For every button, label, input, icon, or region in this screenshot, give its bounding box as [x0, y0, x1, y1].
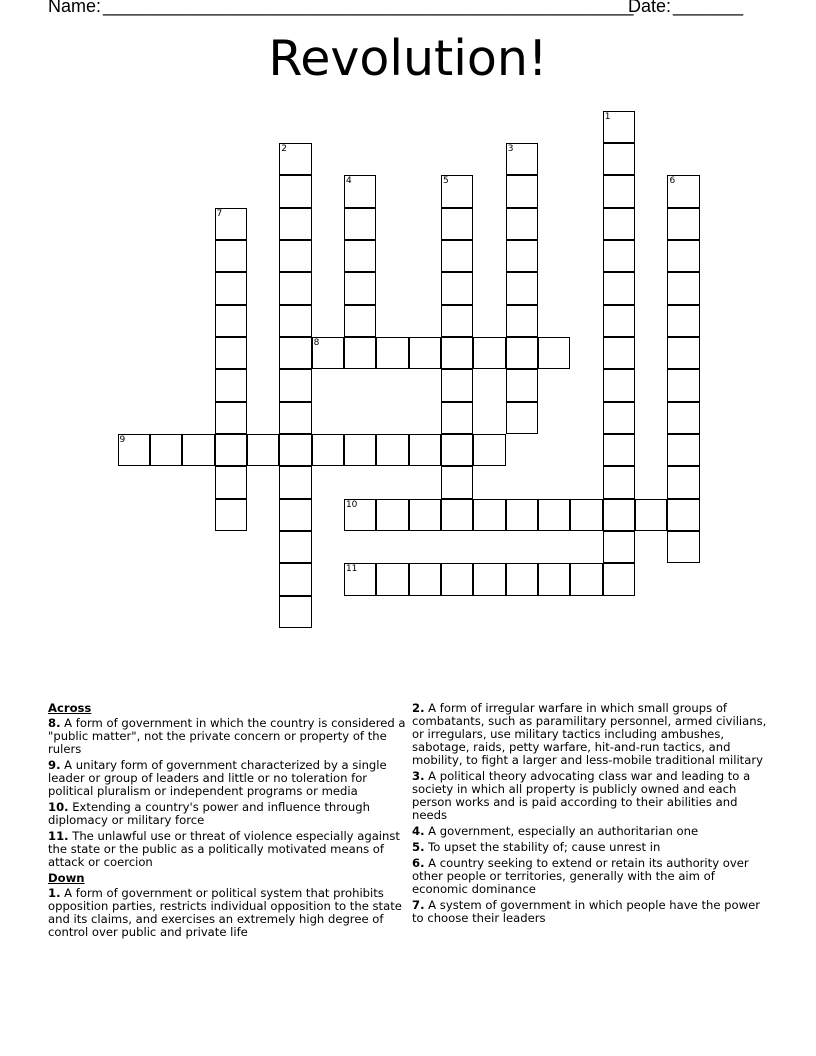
crossword-cell[interactable]: [603, 272, 635, 304]
clue-number-label: 5: [443, 176, 449, 187]
crossword-cell[interactable]: [344, 240, 376, 272]
crossword-cell[interactable]: [441, 466, 473, 498]
crossword-cell[interactable]: [279, 434, 311, 466]
crossword-cell[interactable]: [279, 596, 311, 628]
crossword-cell[interactable]: [506, 175, 538, 207]
crossword-cell[interactable]: [603, 240, 635, 272]
clue-text: A political theory advocating class war and leading to a society in which all property is publicly owned and each person works and is paid according to their abilities and needs: [412, 769, 751, 822]
clue-text: The unlawful use or threat of violence especially against the state or the public as a politically motivated means of attack or coercion: [48, 829, 400, 869]
crossword-cell[interactable]: [279, 175, 311, 207]
crossword-cell[interactable]: [667, 402, 699, 434]
clue-down-5: [412, 841, 772, 854]
crossword-cell[interactable]: [376, 563, 408, 595]
crossword-cell[interactable]: [279, 208, 311, 240]
crossword-cell[interactable]: [441, 305, 473, 337]
clue-across-8: [48, 717, 408, 756]
clues-right-column: [412, 702, 772, 928]
clue-across-11: [48, 830, 408, 869]
crossword-cell[interactable]: [279, 402, 311, 434]
crossword-cell[interactable]: [506, 240, 538, 272]
crossword-cell[interactable]: [667, 499, 699, 531]
crossword-cell[interactable]: [506, 305, 538, 337]
crossword-cell[interactable]: [538, 337, 570, 369]
clue-text: A unitary form of government characterized by a single leader or group of leaders and little or no toleration for political pluralism or independent programs or media: [48, 758, 387, 798]
clue-number-label: 9: [119, 435, 126, 445]
crossword-cell[interactable]: [667, 466, 699, 498]
clue-text: Extending a country's power and influence through diplomacy or military force: [48, 800, 370, 827]
crossword-cell[interactable]: [473, 434, 505, 466]
crossword-cell[interactable]: [441, 499, 473, 531]
crossword-cell[interactable]: [538, 563, 570, 595]
crossword-cell[interactable]: [603, 208, 635, 240]
clue-number-label: 6: [669, 176, 676, 187]
crossword-cell[interactable]: [312, 434, 344, 466]
crossword-cell[interactable]: [215, 240, 247, 272]
clue-text: A system of government in which people have the power to choose their leaders: [412, 898, 760, 925]
clue-number: 2.: [412, 701, 425, 715]
clue-number: 10.: [48, 800, 69, 814]
crossword-cell[interactable]: [635, 499, 667, 531]
crossword-cell[interactable]: [279, 369, 311, 401]
crossword-cell[interactable]: [344, 337, 376, 369]
crossword-cell[interactable]: [441, 272, 473, 304]
crossword-cell[interactable]: [344, 499, 376, 531]
crossword-cell[interactable]: [150, 434, 182, 466]
name-field-line[interactable]: _____________________________________________________: [103, 0, 634, 16]
down-heading: Down: [48, 871, 85, 885]
crossword-cell[interactable]: [247, 434, 279, 466]
crossword-cell[interactable]: [409, 434, 441, 466]
crossword-cell[interactable]: [441, 208, 473, 240]
clue-number: 4.: [412, 824, 425, 838]
date-field-line[interactable]: _______: [673, 0, 744, 16]
crossword-cell[interactable]: [279, 305, 311, 337]
crossword-cell[interactable]: [667, 175, 699, 207]
crossword-cell[interactable]: [409, 499, 441, 531]
crossword-cell[interactable]: [603, 563, 635, 595]
crossword-cell[interactable]: [376, 337, 408, 369]
crossword-cell[interactable]: [473, 337, 505, 369]
clue-number: 11.: [48, 829, 69, 843]
clue-number-label: 1: [604, 111, 611, 122]
crossword-cell[interactable]: [344, 272, 376, 304]
crossword-cell[interactable]: [182, 434, 214, 466]
crossword-cell[interactable]: [215, 434, 247, 466]
clue-number: 7.: [412, 898, 425, 912]
crossword-cell[interactable]: [603, 111, 635, 143]
crossword-cell[interactable]: [603, 305, 635, 337]
crossword-cell[interactable]: [441, 563, 473, 595]
clue-number: 5.: [412, 840, 425, 854]
crossword-cell[interactable]: [312, 337, 344, 369]
crossword-cell[interactable]: [667, 240, 699, 272]
crossword-cell[interactable]: [506, 272, 538, 304]
crossword-cell[interactable]: [279, 531, 311, 563]
across-heading: Across: [48, 701, 92, 715]
crossword-cell[interactable]: [570, 563, 602, 595]
clue-number: 1.: [48, 886, 61, 900]
clue-down-3: [412, 770, 772, 822]
crossword-cell[interactable]: [279, 143, 311, 175]
clue-down-7: [412, 899, 772, 925]
clue-number-label: 10: [345, 499, 358, 510]
crossword-cell[interactable]: [441, 434, 473, 466]
clue-text: To upset the stability of; cause unrest in: [428, 840, 661, 854]
crossword-cell[interactable]: [279, 466, 311, 498]
crossword-cell[interactable]: [215, 402, 247, 434]
crossword-cell[interactable]: [667, 208, 699, 240]
clue-text: A country seeking to extend or retain its authority over other people or territories, generally with the aim of economic dominance: [412, 856, 749, 896]
crossword-cell[interactable]: [667, 434, 699, 466]
crossword-cell[interactable]: [215, 499, 247, 531]
crossword-cell[interactable]: [603, 402, 635, 434]
crossword-cell[interactable]: [279, 240, 311, 272]
crossword-cell[interactable]: [603, 499, 635, 531]
crossword-cell[interactable]: [506, 499, 538, 531]
clue-down-6: [412, 857, 772, 896]
crossword-cell[interactable]: [376, 499, 408, 531]
clue-text: A form of government or political system that prohibits opposition parties, restricts individual opposition to the state and its claims, and exercises an extremely high degree of control over public and private life: [48, 886, 402, 939]
crossword-cell[interactable]: [279, 563, 311, 595]
crossword-cell[interactable]: [441, 402, 473, 434]
clue-number-label: 7: [216, 208, 223, 219]
crossword-cell[interactable]: [376, 434, 408, 466]
crossword-cell[interactable]: [506, 402, 538, 434]
crossword-cell[interactable]: [506, 143, 538, 175]
clue-down-2: [412, 702, 772, 767]
crossword-cell[interactable]: [667, 369, 699, 401]
crossword-cell[interactable]: [603, 531, 635, 563]
crossword-cell[interactable]: [603, 466, 635, 498]
crossword-cell[interactable]: [603, 143, 635, 175]
crossword-cell[interactable]: [603, 434, 635, 466]
clue-text: A government, especially an authoritarian one: [428, 824, 699, 838]
crossword-cell[interactable]: [441, 240, 473, 272]
crossword-cell[interactable]: [344, 208, 376, 240]
clue-down-4: [412, 825, 772, 838]
crossword-cell[interactable]: [279, 337, 311, 369]
name-label: Name:: [48, 0, 102, 16]
clue-number-label: 4: [345, 176, 352, 187]
crossword-cell[interactable]: [344, 434, 376, 466]
crossword-cell[interactable]: [441, 175, 473, 207]
crossword-cell[interactable]: [344, 305, 376, 337]
crossword-cell[interactable]: [118, 434, 150, 466]
crossword-cell[interactable]: [215, 369, 247, 401]
date-label: Date:: [628, 0, 672, 16]
crossword-cell[interactable]: [279, 499, 311, 531]
crossword-cell[interactable]: [506, 337, 538, 369]
crossword-cell[interactable]: [344, 175, 376, 207]
crossword-cell[interactable]: [441, 369, 473, 401]
clue-across-10: [48, 801, 408, 827]
clue-number: 6.: [412, 856, 425, 870]
crossword-cell[interactable]: [603, 369, 635, 401]
crossword-cell[interactable]: [409, 563, 441, 595]
crossword-cell[interactable]: [215, 208, 247, 240]
crossword-cell[interactable]: [667, 305, 699, 337]
clue-number: 8.: [48, 716, 61, 730]
clue-number-label: 8: [313, 337, 320, 348]
crossword-cell[interactable]: [215, 305, 247, 337]
clue-text: A form of irregular warfare in which small groups of combatants, such as paramilitary personnel, armed civilians, or irregulars, use military tactics including ambushes, sabotage, raids, petty warfare, hit-and-run tactics, and mobility, to fight a larger and less-mobile traditional military: [412, 701, 767, 767]
page-title: Revolution!: [268, 30, 548, 87]
crossword-cell[interactable]: [570, 499, 602, 531]
crossword-cell[interactable]: [215, 337, 247, 369]
clues-left-column: [48, 702, 408, 942]
crossword-cell[interactable]: [667, 272, 699, 304]
clue-number-label: 3: [507, 143, 514, 154]
crossword-cell[interactable]: [667, 337, 699, 369]
clue-number: 9.: [48, 758, 61, 772]
crossword-cell[interactable]: [215, 272, 247, 304]
crossword-cell[interactable]: [667, 531, 699, 563]
clue-across-9: [48, 759, 408, 798]
clue-number-label: 2: [281, 143, 287, 154]
crossword-cell[interactable]: [506, 563, 538, 595]
clue-down-1: [48, 887, 408, 939]
crossword-cell[interactable]: [603, 175, 635, 207]
crossword-cell[interactable]: [344, 563, 376, 595]
clue-text: A form of government in which the country is considered a "public matter", not the private concern or property of the rulers: [48, 716, 406, 756]
clue-number: 3.: [412, 769, 425, 783]
crossword-cell[interactable]: [473, 499, 505, 531]
crossword-cell[interactable]: [215, 466, 247, 498]
crossword-cell[interactable]: [506, 369, 538, 401]
crossword-cell[interactable]: [441, 337, 473, 369]
crossword-cell[interactable]: [279, 272, 311, 304]
crossword-cell[interactable]: [603, 337, 635, 369]
crossword-cell[interactable]: [409, 337, 441, 369]
crossword-cell[interactable]: [473, 563, 505, 595]
clue-number-label: 11: [345, 564, 358, 575]
crossword-cell[interactable]: [506, 208, 538, 240]
crossword-cell[interactable]: [538, 499, 570, 531]
